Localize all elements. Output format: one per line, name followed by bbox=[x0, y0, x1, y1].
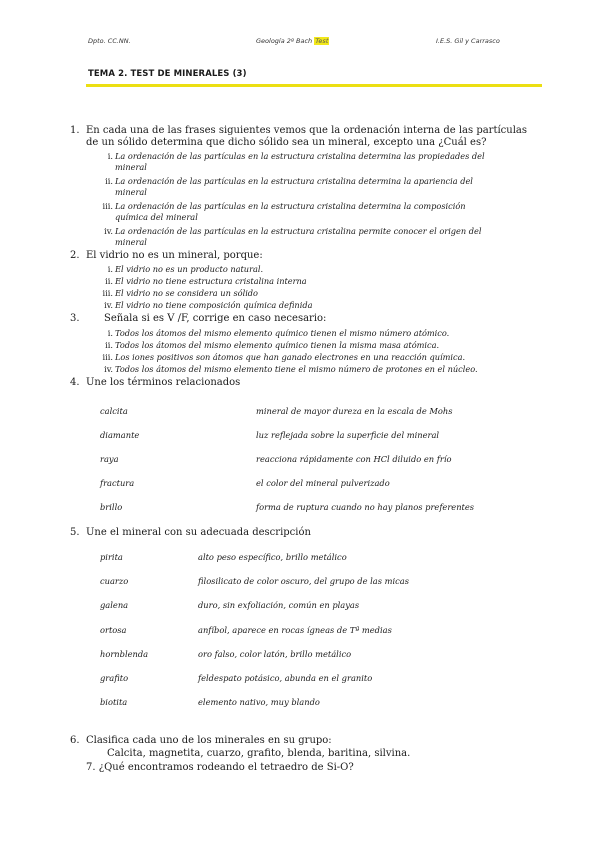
question-text: Une el mineral con su adecuada descripción bbox=[86, 527, 311, 538]
q5-description-7: elemento nativo, muy blando bbox=[198, 697, 320, 707]
option-text: El vidrio no tiene composición química definida bbox=[115, 300, 313, 310]
q5-description-2: filosilicato de color oscuro, del grupo de las micas bbox=[198, 576, 409, 586]
q5-mineral-3: galena bbox=[100, 600, 129, 610]
option-text-cont: mineral bbox=[115, 162, 147, 172]
q4-definition-5: forma de ruptura cuando no hay planos preferentes bbox=[256, 502, 475, 512]
header-subject bbox=[256, 37, 329, 45]
q5-description-3: duro, sin exfoliación, común en playas bbox=[198, 600, 360, 610]
q5-mineral-4: ortosa bbox=[100, 625, 127, 635]
q5-mineral-5: hornblenda bbox=[100, 649, 149, 659]
option-text: La ordenación de las partículas en la estructura cristalina determina la apariencia del bbox=[115, 176, 473, 186]
question-1 bbox=[70, 125, 527, 138]
question-text: Señala si es V /F, corrige en caso necesario: bbox=[104, 313, 327, 324]
q4-definition-2: luz reflejada sobre la superficie del mineral bbox=[256, 430, 440, 440]
option-text-cont: química del mineral bbox=[115, 212, 198, 222]
q4-term-3: raya bbox=[100, 454, 119, 464]
option-numeral: iv. bbox=[104, 364, 113, 374]
option-text-cont: mineral bbox=[115, 237, 147, 247]
q5-mineral-7: biotita bbox=[100, 697, 128, 707]
question-text: Une los términos relacionados bbox=[86, 377, 241, 388]
header-subject-text: Geología 2º Bach bbox=[256, 37, 313, 45]
q5-description-5: oro falso, color latón, brillo metálico bbox=[198, 649, 352, 659]
q4-term-4: fractura bbox=[100, 478, 135, 488]
q5-mineral-1: pirita bbox=[100, 552, 123, 562]
q4-definition-3: reacciona rápidamente con HCl diluido en frío bbox=[256, 454, 452, 464]
title-underline bbox=[86, 84, 542, 87]
question-1-line2: de un sólido determina que dicho sólido sea un mineral, excepto una ¿Cuál es? bbox=[86, 137, 487, 148]
question-5 bbox=[70, 527, 311, 540]
question-3 bbox=[70, 313, 326, 326]
question-text: Clasifica cada uno de los minerales en su grupo: bbox=[86, 735, 332, 746]
option-text: La ordenación de las partículas en la estructura cristalina determina las propiedades del bbox=[115, 151, 485, 161]
option-numeral: iii. bbox=[102, 288, 113, 298]
q4-term-1: calcita bbox=[100, 406, 128, 416]
option-numeral: i. bbox=[107, 328, 113, 338]
question-6-list: Calcita, magnetita, cuarzo, grafito, blenda, baritina, silvina. bbox=[107, 748, 411, 759]
header-department: Dpto. CC.NN. bbox=[88, 37, 131, 45]
option-text: La ordenación de las partículas en la estructura cristalina permite conocer el origen del bbox=[115, 226, 482, 236]
option-text: Los iones positivos son átomos que han ganado electrones en una reacción química. bbox=[115, 352, 466, 362]
option-numeral: iii. bbox=[102, 352, 113, 362]
q5-mineral-2: cuarzo bbox=[100, 576, 129, 586]
q4-term-2: diamante bbox=[100, 430, 140, 440]
option-text: Todos los átomos del mismo elemento tiene el mismo número de protones en el núcleo. bbox=[115, 364, 478, 374]
option-text: El vidrio no tiene estructura cristalina interna bbox=[115, 276, 307, 286]
question-2 bbox=[70, 250, 263, 263]
question-4 bbox=[70, 377, 240, 390]
q5-description-4: anfíbol, aparece en rocas ígneas de Tª medias bbox=[198, 625, 392, 635]
option-text: El vidrio no es un producto natural. bbox=[115, 264, 264, 274]
q4-term-5: brillo bbox=[100, 502, 123, 512]
option-text: El vidrio no se considera un sólido bbox=[115, 288, 258, 298]
question-7: 7. ¿Qué encontramos rodeando el tetraedro de Si-O? bbox=[86, 762, 354, 773]
q5-description-6: feldespato potásico, abunda en el granito bbox=[198, 673, 373, 683]
option-numeral: ii. bbox=[105, 340, 113, 350]
q5-mineral-6: grafito bbox=[100, 673, 129, 683]
option-numeral: i. bbox=[107, 264, 113, 274]
option-text: Todos los átomos del mismo elemento químico tienen la misma masa atómica. bbox=[115, 340, 440, 350]
option-text: La ordenación de las partículas en la estructura cristalina determina la composición bbox=[115, 201, 466, 211]
q4-definition-4: el color del mineral pulverizado bbox=[256, 478, 390, 488]
question-6 bbox=[70, 735, 332, 748]
question-text: El vidrio no es un mineral, porque: bbox=[86, 250, 263, 261]
question-number: 4. bbox=[70, 377, 80, 388]
question-number: 5. bbox=[70, 527, 80, 538]
option-text-cont: mineral bbox=[115, 187, 147, 197]
question-number: 3. bbox=[70, 313, 80, 324]
option-numeral: iv. bbox=[104, 226, 113, 236]
option-numeral: i. bbox=[107, 151, 113, 161]
header-test-highlight: Test bbox=[315, 37, 329, 45]
page-title: TEMA 2. TEST DE MINERALES (3) bbox=[88, 69, 247, 79]
option-numeral: iii. bbox=[102, 201, 113, 211]
option-numeral: iv. bbox=[104, 300, 113, 310]
option-text: Todos los átomos del mismo elemento químico tienen el mismo número atómico. bbox=[115, 328, 450, 338]
q5-description-1: alto peso específico, brillo metálico bbox=[198, 552, 347, 562]
question-text-line1: En cada una de las frases siguientes vemos que la ordenación interna de las partículas bbox=[86, 125, 528, 136]
question-number: 1. bbox=[70, 125, 80, 136]
q4-definition-1: mineral de mayor dureza en la escala de Mohs bbox=[256, 406, 453, 416]
question-number: 6. bbox=[70, 735, 80, 746]
question-number: 2. bbox=[70, 250, 80, 261]
option-numeral: ii. bbox=[105, 276, 113, 286]
header-school: I.E.S. Gil y Carrasco bbox=[436, 37, 500, 45]
option-numeral: ii. bbox=[105, 176, 113, 186]
